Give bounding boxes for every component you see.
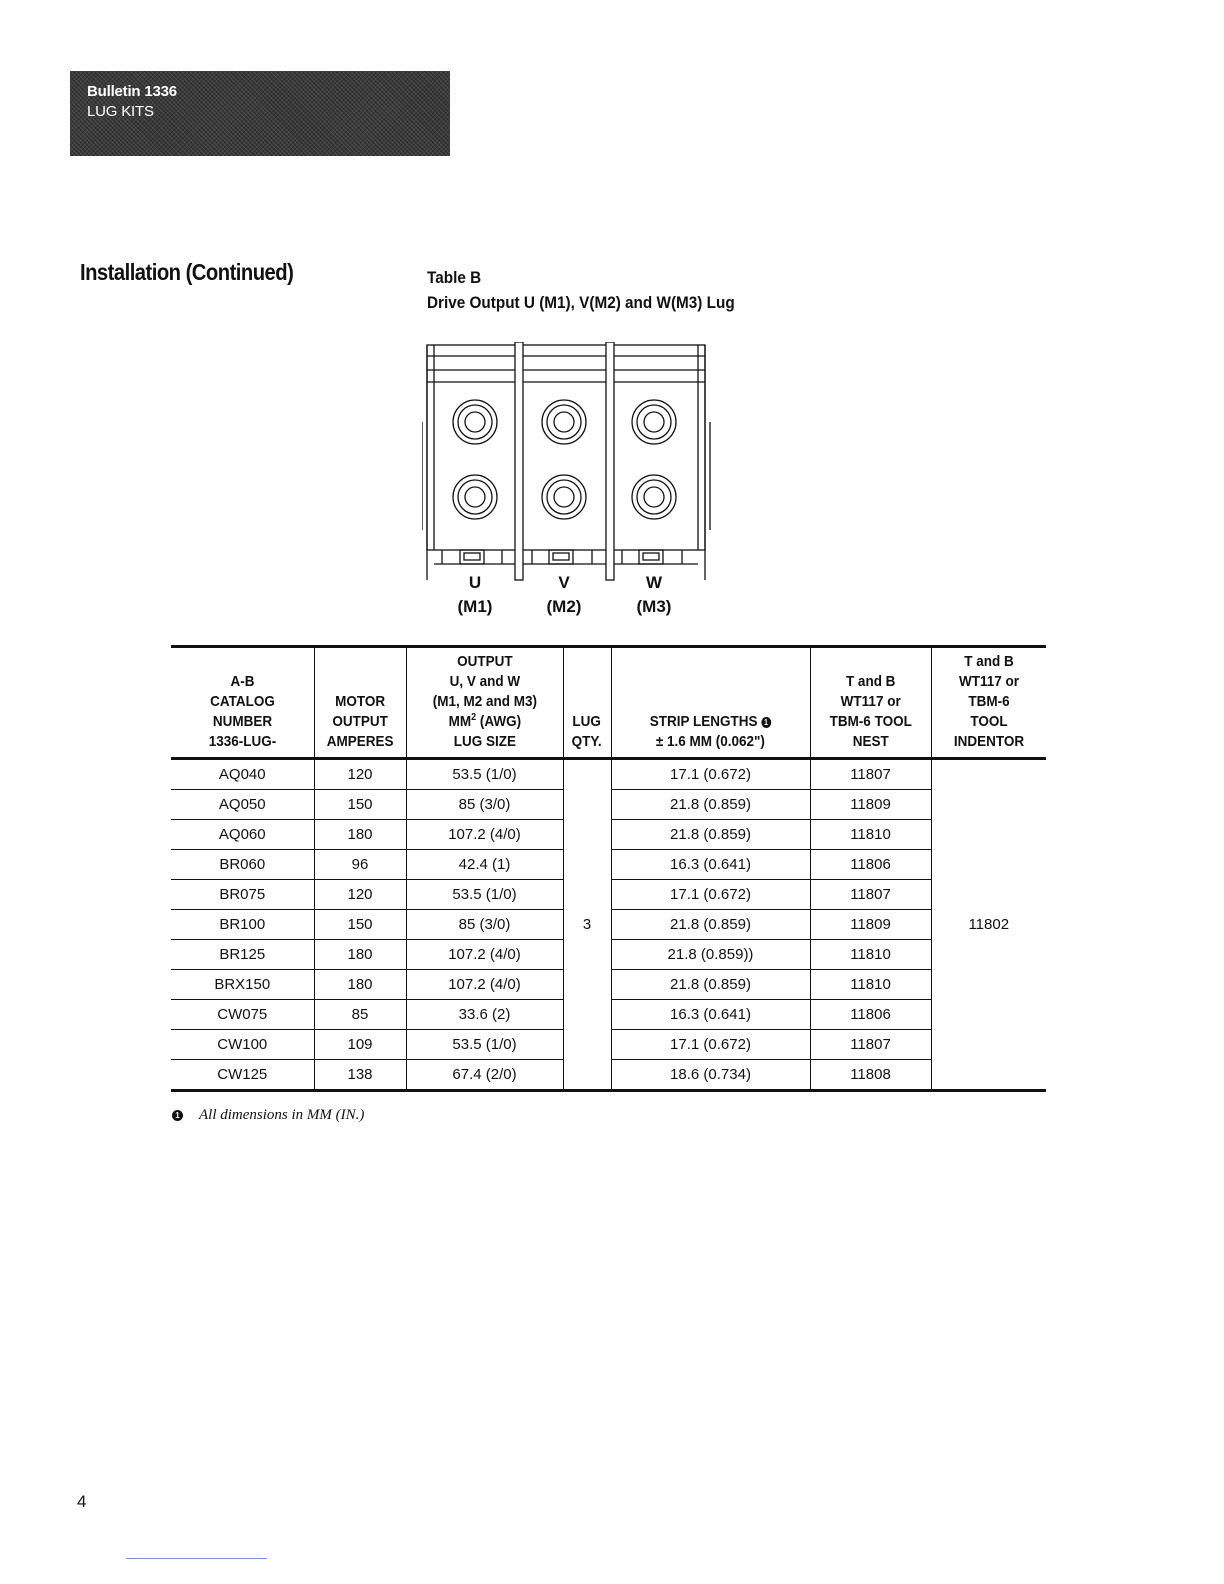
terminal-block-body	[422, 342, 710, 580]
terminal-v-lugs	[523, 400, 606, 564]
lug-table	[171, 645, 1046, 1092]
cell-lug-size: 85 (3/0)	[406, 910, 563, 940]
cell-amperes: 85	[314, 1000, 406, 1030]
cell-strip: 21.8 (0.859)	[611, 820, 810, 850]
terminal-w-letter: W	[645, 573, 663, 592]
footnote-text: All dimensions in MM (IN.)	[199, 1107, 365, 1123]
header-lug-qty: LUG QTY.	[563, 647, 611, 759]
cell-nest: 11807	[810, 880, 931, 910]
footer-divider	[126, 1558, 267, 1559]
terminal-w-lugs	[614, 400, 698, 564]
cell-amperes: 180	[314, 970, 406, 1000]
cell-lug-size: 107.2 (4/0)	[406, 940, 563, 970]
cell-strip: 18.6 (0.734)	[611, 1060, 810, 1091]
terminal-u-lugs	[434, 400, 515, 564]
cell-catalog: CW125	[171, 1060, 314, 1091]
cell-amperes: 150	[314, 790, 406, 820]
terminal-u-code: (M1)	[457, 597, 493, 616]
header-lug-size: OUTPUT U, V and W (M1, M2 and M3) $MM^2$ (AWG) LUG SIZE	[406, 647, 563, 759]
cell-nest: 11809	[810, 910, 931, 940]
cell-lug-size: 53.5 (1/0)	[406, 759, 563, 790]
cell-lug-qty: 3	[563, 759, 611, 1091]
cell-nest: 11810	[810, 970, 931, 1000]
footnote-marker-icon: 1	[172, 1110, 183, 1121]
cell-catalog: BRX150	[171, 970, 314, 1000]
cell-strip: 17.1 (0.672)	[611, 1030, 810, 1060]
terminal-u-letter: U	[468, 573, 482, 592]
cell-lug-size: 107.2 (4/0)	[406, 820, 563, 850]
cell-lug-size: 107.2 (4/0)	[406, 970, 563, 1000]
cell-nest: 11806	[810, 850, 931, 880]
header-tool-nest: T and B WT117 or TBM-6 TOOL NEST	[810, 647, 931, 759]
table-header-row	[171, 647, 1046, 759]
table-row	[171, 759, 1046, 790]
cell-catalog: BR125	[171, 940, 314, 970]
terminal-block-diagram	[422, 342, 712, 622]
cell-strip: 21.8 (0.859)	[611, 910, 810, 940]
bulletin-header	[70, 71, 450, 156]
cell-nest: 11808	[810, 1060, 931, 1091]
footnote	[172, 1107, 364, 1124]
cell-strip: 21.8 (0.859))	[611, 940, 810, 970]
terminal-w-code: (M3)	[636, 597, 672, 616]
header-strip-lengths: STRIP LENGTHS 1 ± 1.6 MM (0.062")	[611, 647, 810, 759]
cell-lug-size: 85 (3/0)	[406, 790, 563, 820]
cell-lug-size: 42.4 (1)	[406, 850, 563, 880]
cell-strip: 16.3 (0.641)	[611, 850, 810, 880]
bulletin-number: Bulletin 1336	[87, 83, 177, 100]
section-heading: Installation (Continued)	[80, 259, 294, 285]
cell-strip: 21.8 (0.859)	[611, 970, 810, 1000]
cell-amperes: 150	[314, 910, 406, 940]
header-motor-amperes: MOTOR OUTPUT AMPERES	[314, 647, 406, 759]
bulletin-subtitle: LUG KITS	[87, 103, 154, 120]
page-number: 4	[77, 1492, 87, 1511]
cell-catalog: BR100	[171, 910, 314, 940]
header-catalog-number: A-B CATALOG NUMBER 1336-LUG-	[171, 647, 314, 759]
cell-nest: 11810	[810, 940, 931, 970]
terminal-v-letter: V	[558, 573, 570, 592]
cell-indentor: 11802	[931, 759, 1046, 1091]
table-caption	[427, 265, 735, 315]
cell-nest: 11807	[810, 759, 931, 790]
cell-amperes: 180	[314, 820, 406, 850]
cell-nest: 11807	[810, 1030, 931, 1060]
cell-strip: 17.1 (0.672)	[611, 880, 810, 910]
table-title: Drive Output U (M1), V(M2) and W(M3) Lug	[427, 293, 735, 312]
header-tool-indentor: T and B WT117 or TBM-6 TOOL INDENTOR	[931, 647, 1046, 759]
cell-amperes: 120	[314, 759, 406, 790]
table-label: Table B	[427, 268, 482, 287]
cell-catalog: BR060	[171, 850, 314, 880]
cell-amperes: 109	[314, 1030, 406, 1060]
cell-lug-size: 67.4 (2/0)	[406, 1060, 563, 1091]
cell-nest: 11809	[810, 790, 931, 820]
cell-nest: 11810	[810, 820, 931, 850]
cell-amperes: 120	[314, 880, 406, 910]
cell-amperes: 96	[314, 850, 406, 880]
cell-catalog: CW100	[171, 1030, 314, 1060]
terminal-v-code: (M2)	[546, 597, 582, 616]
cell-amperes: 180	[314, 940, 406, 970]
cell-catalog: AQ050	[171, 790, 314, 820]
cell-lug-size: 53.5 (1/0)	[406, 1030, 563, 1060]
cell-lug-size: 33.6 (2)	[406, 1000, 563, 1030]
cell-nest: 11806	[810, 1000, 931, 1030]
cell-catalog: BR075	[171, 880, 314, 910]
cell-catalog: CW075	[171, 1000, 314, 1030]
cell-strip: 16.3 (0.641)	[611, 1000, 810, 1030]
cell-lug-size: 53.5 (1/0)	[406, 880, 563, 910]
cell-strip: 17.1 (0.672)	[611, 759, 810, 790]
cell-catalog: AQ040	[171, 759, 314, 790]
cell-catalog: AQ060	[171, 820, 314, 850]
cell-amperes: 138	[314, 1060, 406, 1091]
footnote-marker: 1	[761, 717, 771, 728]
cell-strip: 21.8 (0.859)	[611, 790, 810, 820]
